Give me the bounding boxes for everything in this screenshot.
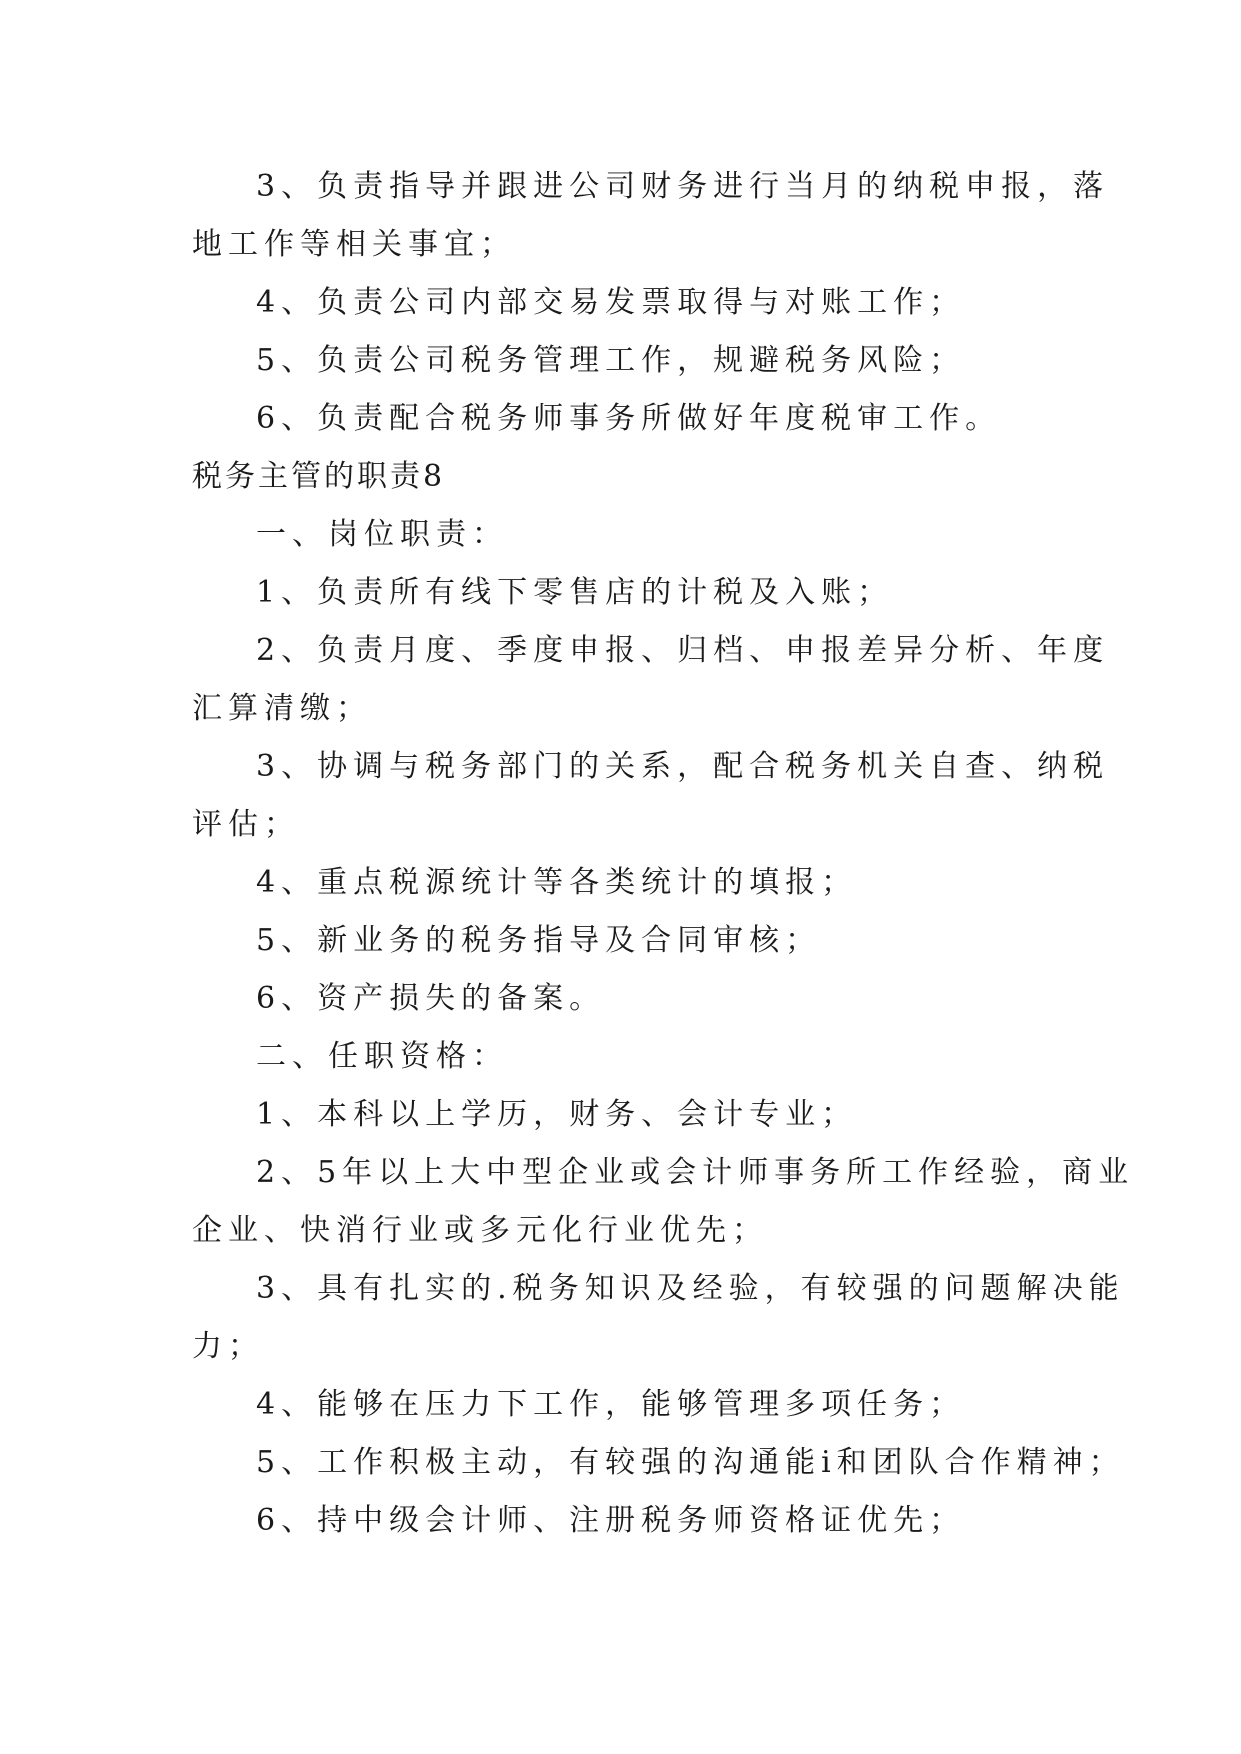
paragraph-line: 5、工作积极主动，有较强的沟通能i和团队合作精神； — [256, 1445, 1125, 1480]
paragraph-line: 3、负责指导并跟进公司财务进行当月的纳税申报，落 — [256, 169, 1110, 204]
paragraph-line: 2、5年以上大中型企业或会计师事务所工作经验，商业 — [256, 1155, 1135, 1190]
subsection-heading: 一、岗位职责： — [256, 517, 508, 552]
paragraph-line: 1、本科以上学历，财务、会计专业； — [256, 1097, 858, 1132]
paragraph-line: 1、负责所有线下零售店的计税及入账； — [256, 575, 894, 610]
paragraph-line: 6、持中级会计师、注册税务师资格证优先； — [256, 1503, 966, 1538]
paragraph-line: 地工作等相关事宜； — [192, 227, 516, 262]
paragraph-line: 5、新业务的税务指导及合同审核； — [256, 923, 822, 958]
paragraph-line: 2、负责月度、季度申报、归档、申报差异分析、年度 — [256, 633, 1110, 668]
paragraph-line: 企业、快消行业或多元化行业优先； — [192, 1213, 768, 1248]
paragraph-line: 6、资产损失的备案。 — [256, 981, 606, 1016]
paragraph-line: 4、能够在压力下工作，能够管理多项任务； — [256, 1387, 966, 1422]
paragraph-line: 6、负责配合税务师事务所做好年度税审工作。 — [256, 401, 1002, 436]
paragraph-line: 4、负责公司内部交易发票取得与对账工作； — [256, 285, 966, 320]
subsection-heading: 二、任职资格： — [256, 1039, 508, 1074]
paragraph-line: 3、协调与税务部门的关系，配合税务机关自查、纳税 — [256, 749, 1110, 784]
paragraph-line: 3、具有扎实的.税务知识及经验，有较强的问题解决能 — [256, 1271, 1125, 1306]
paragraph-line: 汇算清缴； — [192, 691, 372, 726]
paragraph-line: 4、重点税源统计等各类统计的填报； — [256, 865, 858, 900]
paragraph-line: 5、负责公司税务管理工作，规避税务风险； — [256, 343, 966, 378]
section-heading: 税务主管的职责8 — [192, 459, 446, 494]
paragraph-line: 力； — [192, 1329, 264, 1364]
paragraph-line: 评估； — [192, 807, 300, 842]
document-body — [192, 158, 1135, 1550]
